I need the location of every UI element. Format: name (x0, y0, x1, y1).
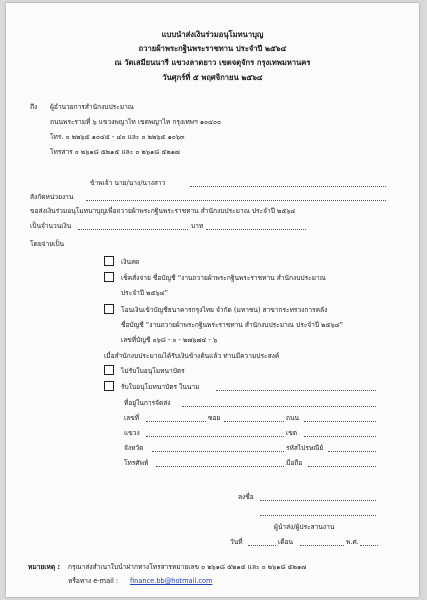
date-month-field[interactable] (300, 545, 344, 546)
sign-label: ลงชื่อ (238, 493, 254, 501)
date-year-field[interactable] (360, 545, 378, 546)
cash-checkbox[interactable] (104, 256, 114, 266)
postcode-label: รหัสไปรษณีย์ (286, 444, 324, 452)
tel-label: โทรศัพท์ (124, 459, 149, 467)
signer-name-field[interactable] (260, 515, 376, 516)
amount-label: เป็นจำนวนเงิน (30, 222, 72, 230)
form-subtitle-date: วันศุกร์ที่ ๕ พฤศจิกายน ๒๕๖๔ (162, 73, 263, 82)
org-label: สังกัดหน่วยงาน (30, 193, 74, 201)
recipient-fax: โทรสาร ๐ ๒๖๑๘ ๕๒๑๕ และ ๐ ๒๖๑๘ ๕๒๑๗ (50, 148, 180, 156)
address-intro: ที่อยู่ในการจัดส่ง (124, 399, 171, 407)
district-label: เขต (286, 429, 298, 437)
mobile-label: มือถือ (286, 459, 303, 467)
receipt-label: รับใบอนุโมทนาบัตร ในนาม (121, 383, 200, 391)
date-day-label: วันที่ (230, 538, 243, 546)
form-title: แบบนำส่งเงินร่วมอนุโมทนาบุญ (161, 30, 264, 39)
receipt-name-field[interactable] (216, 390, 376, 391)
recipient-phone: โทร. ๐ ๒๒๖๕ ๑๐๔๕ - ๔๐ และ ๐ ๒๒๖๕ ๑๐๖๓ (50, 133, 185, 141)
province-label: จังหวัด (124, 444, 144, 452)
cheque-checkbox[interactable] (104, 272, 114, 282)
org-field[interactable] (86, 200, 386, 201)
form-page (6, 3, 419, 597)
purpose-text: ขอส่งเงินร่วมอนุโมทนาบุญเพื่อถวายผ้าพระกฐินพระราชทาน สำนักงบประมาณ ประจำปี ๒๕๖๔ (30, 207, 296, 215)
district-field[interactable] (304, 436, 376, 437)
postcode-field[interactable] (328, 451, 376, 452)
to-value: ผู้อำนวยการสำนักงบประมาณ (50, 103, 134, 111)
cash-label: เงินสด (121, 258, 140, 266)
soi-label: ซอย (208, 414, 221, 422)
no-receipt-checkbox[interactable] (104, 365, 114, 375)
baht-label: บาท (191, 222, 204, 230)
to-label: ถึง (30, 103, 38, 111)
name-label: ข้าพเจ้า นาย/นาง/นางสาว (90, 179, 166, 187)
road-field[interactable] (304, 421, 376, 422)
form-subtitle-ceremony: ถวายผ้าพระกฐินพระราชทาน ประจำปี ๒๕๖๔ (138, 44, 287, 53)
amount-field[interactable] (78, 229, 188, 230)
mobile-field[interactable] (308, 466, 376, 467)
house-no-field[interactable] (146, 421, 206, 422)
date-year-label: พ.ศ. (346, 538, 359, 546)
pay-by-label: โดยจ่ายเป็น (30, 240, 65, 248)
transfer-label-line2: ชื่อบัญชี “งานถวายผ้าพระกฐินพระราชทาน สำนักงบประมาณ ประจำปี ๒๕๖๔” (121, 321, 344, 329)
road-label: ถนน (286, 414, 300, 422)
cheque-label-line2: ประจำปี ๒๕๖๔” (121, 289, 169, 297)
soi-field[interactable] (224, 421, 284, 422)
transfer-label-line1: โอนเงินเข้าบัญชีธนาคารกรุงไทย จำกัด (มหาชน) สาขากระทรวงการคลัง (121, 306, 328, 314)
recipient-address: ถนนพระรามที่ ๖ แขวงพญาไท เขตพญาไท กรุงเทพฯ ๑๐๔๐๐ (50, 118, 222, 126)
no-receipt-label: ไม่รับใบอนุโมทนาบัตร (121, 367, 185, 375)
name-field[interactable] (190, 186, 386, 187)
transfer-checkbox[interactable] (104, 304, 114, 314)
tel-field[interactable] (156, 466, 284, 467)
signature-field[interactable] (260, 500, 376, 501)
subdistrict-field[interactable] (146, 436, 284, 437)
receipt-checkbox[interactable] (104, 381, 114, 391)
cheque-label-line1: เช็คสั่งจ่าย ชื่อบัญชี “งานถวายผ้าพระกฐินพระราชทาน สำนักงบประมาณ (121, 274, 326, 282)
note-label: หมายเหตุ : (28, 563, 61, 571)
address-line-field[interactable] (182, 406, 376, 407)
amount-words-field[interactable] (206, 229, 306, 230)
date-month-label: เดือน (278, 538, 294, 546)
date-day-field[interactable] (248, 545, 276, 546)
note-text: กรุณาส่งสำเนาใบนำฝากทางโทรสารหมายเลข ๐ ๒๖๑๘ ๕๒๑๕ และ ๐ ๒๖๑๘ ๕๒๑๗ (68, 563, 307, 571)
receipt-intro: เมื่อสำนักงบประมาณได้รับเงินข้างต้นแล้ว ท่านมีความประสงค์ (104, 352, 280, 360)
subdistrict-label: แขวง (124, 429, 140, 437)
province-field[interactable] (152, 451, 284, 452)
note-email-label: หรือทาง e-mail : (68, 577, 119, 585)
form-subtitle-location: ณ วัดเสมียนนารี แขวงลาดยาว เขตจตุจักร กรุงเทพมหานคร (114, 58, 311, 67)
house-no-label: เลขที่ (124, 414, 140, 422)
transfer-account-number: เลขที่บัญชี ๐๖๘ - ๐ - ๒๗๖๗๔ - ๖ (121, 336, 218, 344)
coordinator-label: ผู้นำส่ง/ผู้ประสานงาน (274, 523, 335, 531)
note-email-link[interactable]: finance.bb@hotmail.com (130, 577, 213, 585)
